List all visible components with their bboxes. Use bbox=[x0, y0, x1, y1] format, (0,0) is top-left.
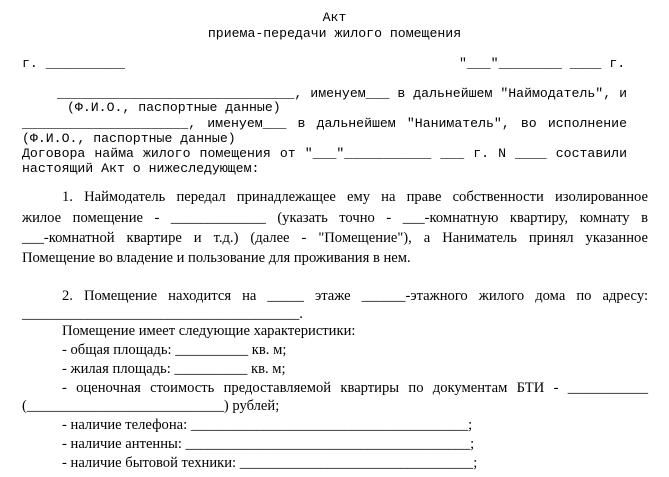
char-line: (___________________________) рублей; bbox=[22, 398, 280, 414]
p1-line: жилое помещение - _____________ (указать точно - ___-комнатную квартиру, комнату в bbox=[22, 210, 648, 226]
char-line: - наличие телефона: ______________________________________; bbox=[62, 417, 473, 433]
p1-line: Помещение во владение и пользование для проживания в нем. bbox=[22, 250, 411, 266]
city-field: г. __________ bbox=[22, 56, 125, 71]
p2-line: 2. Помещение находится на _____ этаже ______-этажного жилого дома по адресу: bbox=[62, 288, 648, 304]
char-line: - наличие бытовой техники: ________________________________; bbox=[62, 455, 478, 471]
tenant-line: _____________________, именуем___ в дальнейшем "Наниматель", во исполнение bbox=[22, 116, 627, 131]
contract-line: Договора найма жилого помещения от "___"___________ ___ г. N ____ составили bbox=[22, 146, 627, 161]
char-line: - оценочная стоимость предоставляемой квартиры по документам БТИ - ___________ bbox=[62, 380, 648, 396]
document-title: Акт bbox=[322, 10, 347, 25]
landlord-line: ______________________________, именуем___ в дальнейшем "Наймодатель", и bbox=[57, 86, 627, 101]
char-line: Помещение имеет следующие характеристики: bbox=[62, 323, 356, 339]
char-line: - наличие антенны: _______________________________________; bbox=[62, 436, 475, 452]
p1-line: 1. Наймодатель передал принадлежащее ему на праве собственности изолированное bbox=[62, 189, 648, 205]
landlord-hint: (Ф.И.О., паспортные данные) bbox=[67, 100, 281, 115]
document-subtitle: приема-передачи жилого помещения bbox=[207, 26, 462, 41]
char-line: - общая площадь: __________ кв. м; bbox=[62, 342, 287, 358]
intro-line: настоящий Акт о нижеследующем: bbox=[22, 161, 260, 176]
p1-line: ___-комнатной квартире и т.д.) (далее - "Помещение"), а Наниматель принял указанное bbox=[22, 230, 648, 246]
tenant-hint: (Ф.И.О., паспортные данные) bbox=[22, 131, 236, 146]
date-field: "___"________ ____ г. bbox=[459, 56, 626, 71]
p2-line: ______________________________________. bbox=[22, 306, 303, 322]
char-line: - жилая площадь: __________ кв. м; bbox=[62, 361, 286, 377]
